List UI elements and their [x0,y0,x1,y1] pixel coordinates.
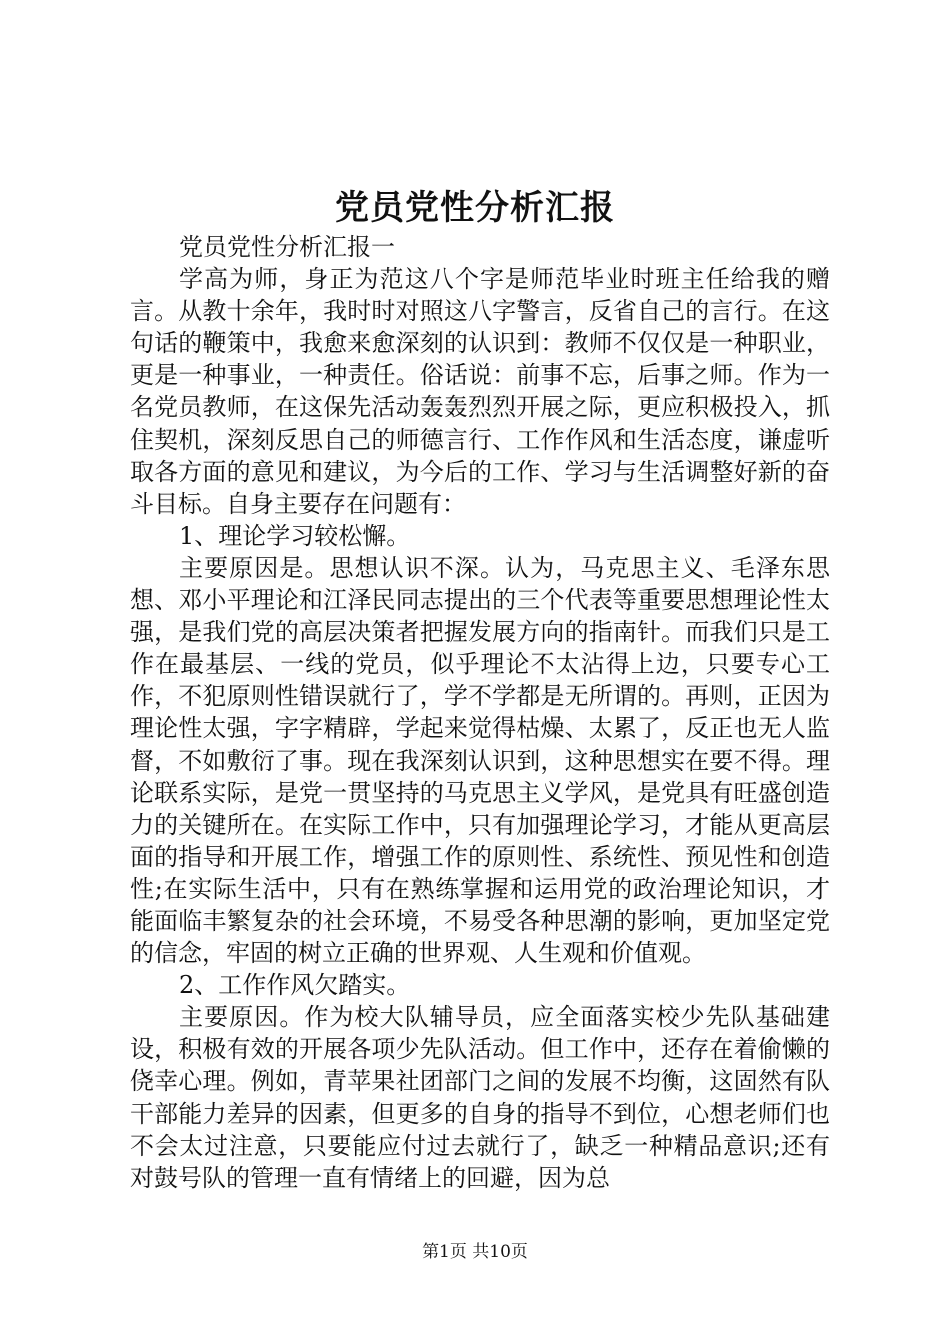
body-paragraph: 主要原因是。思想认识不深。认为，马克思主义、毛泽东思想、邓小平理论和江泽民同志提出的三个代表等重要思想理论性太强，是我们党的高层决策者把握发展方向的指南针。而我们只是工作在最基层、一线的党员，似乎理论不太沾得上边，只要专心工作，不犯原则性错误就行了，学不学都是无所谓的。再则，正因为理论性太强，字字精辟，学起来觉得枯燥、太累了，反正也无人监督，不如敷衍了事。现在我深刻认识到，这种思想实在要不得。理论联系实际，是党一贯坚持的马克思主义学风，是党具有旺盛创造力的关键所在。在实际工作中，只有加强理论学习，才能从更高层面的指导和开展工作，增强工作的原则性、系统性、预见性和创造性;在实际生活中，只有在熟练掌握和运用党的政治理论知识，才能面临丰繁复杂的社会环境，不易受各种思潮的影响，更加坚定党的信念，牢固的树立正确的世界观、人生观和价值观。 [130,553,830,968]
document-title: 党员党性分析汇报 [335,188,615,228]
page-number-footer: 第1页 共10页 [422,1242,528,1262]
document-body [130,231,830,1194]
issue-heading: 2、工作作风欠踏实。 [179,971,411,1000]
body-paragraph: 学高为师，身正为范这八个字是师范毕业时班主任给我的赠言。从教十余年，我时时对照这八字警言，反省自己的言行。在这句话的鞭策中，我愈来愈深刻的认识到：教师不仅仅是一种职业，更是一种事业，一种责任。俗话说：前事不忘，后事之师。作为一名党员教师，在这保先活动轰轰烈烈开展之际，更应积极投入，抓住契机，深刻反思自己的师德言行、工作作风和生活态度，谦虚听取各方面的意见和建议，为今后的工作、学习与生活调整好新的奋斗目标。自身主要存在问题有： [130,265,830,518]
section-heading: 党员党性分析汇报一 [179,233,395,261]
issue-heading: 1、理论学习较松懈。 [179,521,411,550]
body-paragraph: 主要原因。作为校大队辅导员，应全面落实校少先队基础建设，积极有效的开展各项少先队活动。但工作中，还存在着偷懒的侥幸心理。例如，青苹果社团部门之间的发展不均衡，这固然有队干部能力差异的因素，但更多的自身的指导不到位，心想老师们也不会太过注意，只要能应付过去就行了，缺乏一种精品意识;还有对鼓号队的管理一直有情绪上的回避，因为总 [130,1003,830,1192]
